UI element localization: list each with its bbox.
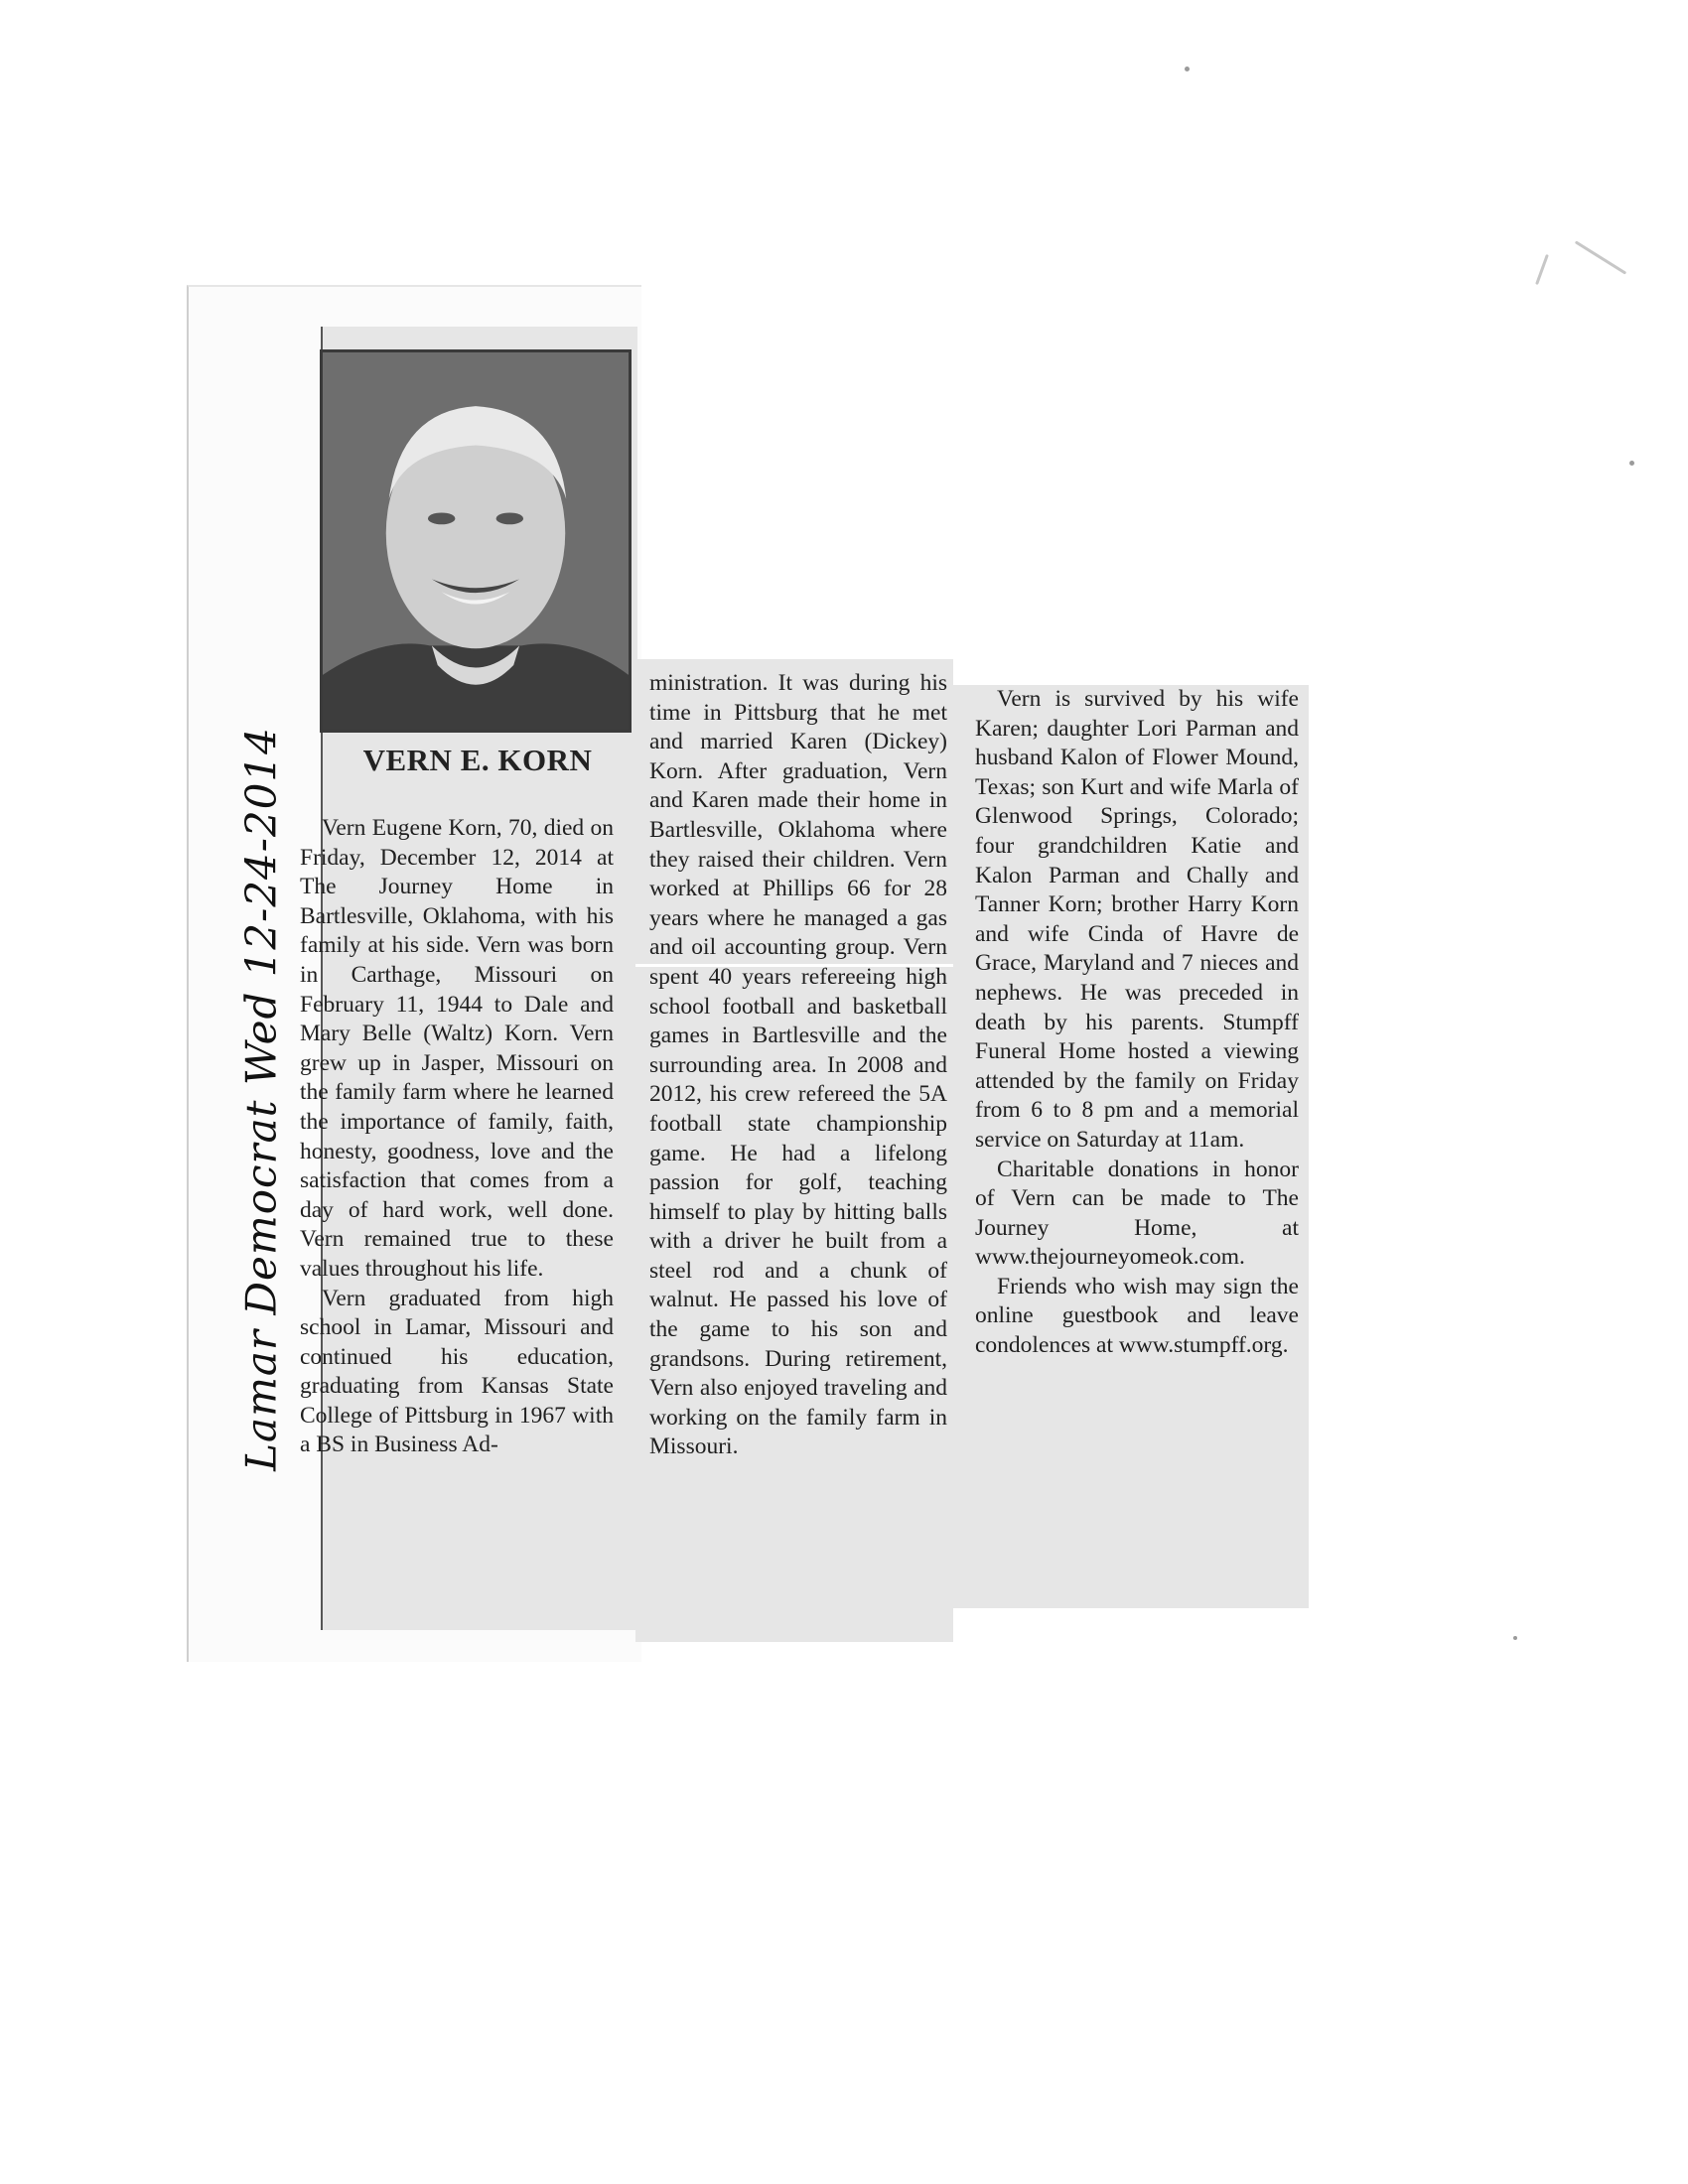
obituary-paragraph: Friends who wish may sign the online guestbook and leave condolences at www.stumpff.org. [975, 1273, 1299, 1359]
scan-speck [1629, 461, 1634, 466]
scan-streak [1535, 254, 1549, 285]
obituary-headline: VERN E. KORN [362, 743, 593, 777]
obituary-paragraph: ministration. It was during his time in Pittsburg that he met and married Karen (Dickey) Korn. After graduation, Vern and Karen made their home in Bartlesville, Oklahoma where they raised their children. Vern worked at Phillips 66 for 28 years where he managed a gas and oil accounting group. Vern spent 40 years refereeing high school football and basketball games in Bartlesville and the surrounding area. In 2008 and 2012, his crew refereed the 5A football state championship game. He had a lifelong passion for golf, teaching himself to play by hitting balls with a driver he built from a steel rod and a chunk of walnut. He passed his love of the game to his son and grandsons. During retirement, Vern also enjoyed traveling and working on the family farm in Missouri. [649, 670, 947, 1460]
handwritten-note-text: Lamar Democrat Wed 12-24-2014 [236, 727, 286, 1471]
portrait-silhouette-icon [323, 352, 629, 730]
scan-speck [1185, 67, 1190, 71]
obituary-paragraph: Charitable donations in honor of Vern can be made to The Journey Home, at www.thejourneyomeok.com. [975, 1156, 1299, 1271]
obituary-paragraph: Vern is survived by his wife Karen; daughter Lori Parman and husband Kalon of Flower Mound, Texas; son Kurt and wife Marla of Glenwood Springs, Colorado; four grandchildren Katie and Kalon Parman and Chally and Tanner Korn; brother Harry Korn and wife Cinda of Havre de Grace, Maryland and 7 nieces and nephews. He was preceded in death by his parents. Stumpff Funeral Home hosted a viewing attended by the family on Friday from 6 to 8 pm and a memorial service on Saturday at 11am. [975, 686, 1299, 1153]
obituary-paragraph: Vern Eugene Korn, 70, died on Friday, December 12, 2014 at The Journey Home in Bartlesville, Oklahoma, with his family at his side. Vern was born in Carthage, Missouri on February 11, 1944 to Dale and Mary Belle (Waltz) Korn. Vern grew up in Jasper, Missouri on the family farm where he learned the importance of family, faith, honesty, goodness, love and the satisfaction that comes from a day of hard work, well done. Vern remained true to these values throughout his life. [300, 815, 614, 1282]
obituary-column-2 [649, 669, 947, 1462]
obituary-column-3 [975, 685, 1299, 1361]
scan-streak [1575, 240, 1626, 274]
portrait-photo [320, 349, 632, 733]
scan-speck [1513, 1636, 1517, 1640]
obituary-paragraph: Vern graduated from high school in Lamar, Missouri and continued his education, graduating from Kansas State College of Pittsburg in 1967 with a BS in Business Ad- [300, 1285, 614, 1458]
obituary-column-1 [300, 814, 614, 1460]
